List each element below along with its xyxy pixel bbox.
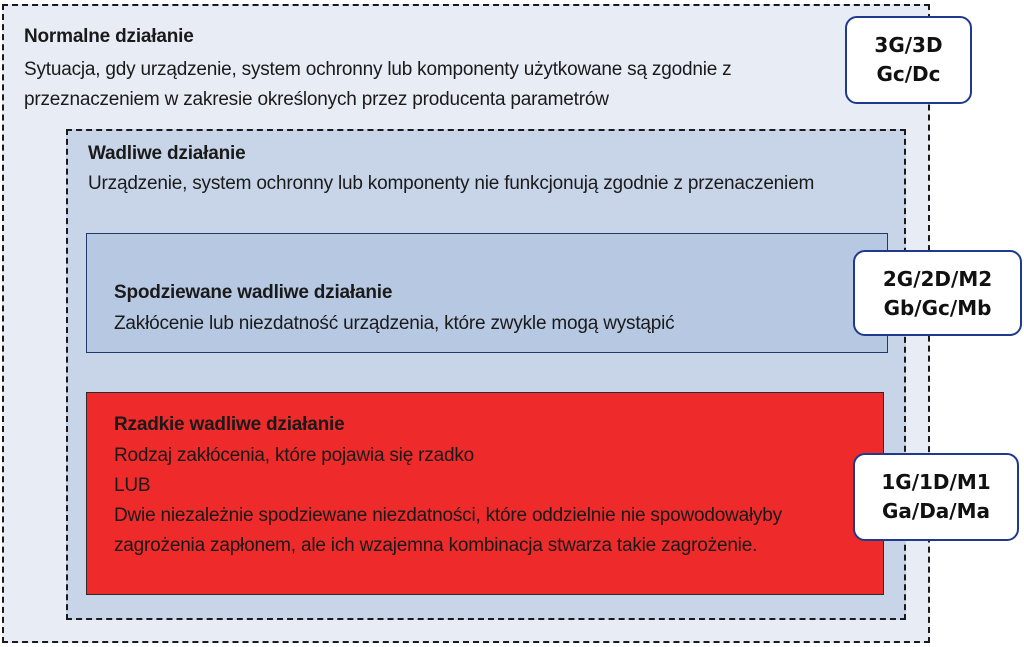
- rare-malfunction-desc-line-4: zagrożenia zapłonem, ale ich wzajemna kombinacja stwarza takie zagrożenie.: [114, 535, 758, 556]
- category-badge-normal-line-2: Gc/Dc: [876, 62, 941, 86]
- normal-operation-title: Normalne działanie: [24, 26, 194, 47]
- category-badge-expected: [853, 250, 1022, 336]
- expected-malfunction-box: [86, 233, 888, 353]
- malfunction-title: Wadliwe działanie: [88, 143, 246, 164]
- rare-malfunction-desc-line-2: LUB: [114, 475, 151, 496]
- category-badge-expected-line-1: 2G/2D/M2: [882, 267, 993, 291]
- category-badge-rare-line-1: 1G/1D/M1: [881, 470, 991, 494]
- category-badge-rare: [853, 453, 1019, 541]
- rare-malfunction-desc-line-1: Rodzaj zakłócenia, które pojawia się rzadko: [114, 445, 474, 466]
- normal-operation-desc-line-2: przeznaczeniem w zakresie określonych przez producenta parametrów: [24, 89, 609, 110]
- category-badge-rare-line-2: Ga/Da/Ma: [881, 499, 991, 523]
- malfunction-desc-line-1: Urządzenie, system ochronny lub komponenty nie funkcjonują zgodnie z przenaczeniem: [88, 173, 815, 194]
- expected-malfunction-desc-line-1: Zakłócenie lub niezdatność urządzenia, które zwykle mogą wystąpić: [114, 313, 675, 334]
- normal-operation-desc-line-1: Sytuacja, gdy urządzenie, system ochronny lub komponenty użytkowane są zgodnie z: [24, 59, 732, 80]
- category-badge-normal: [845, 16, 972, 104]
- rare-malfunction-title: Rzadkie wadliwe działanie: [114, 414, 345, 435]
- expected-malfunction-title: Spodziewane wadliwe działanie: [114, 282, 393, 303]
- category-badge-expected-line-2: Gb/Gc/Mb: [883, 296, 992, 320]
- category-badge-normal-line-1: 3G/3D: [874, 33, 943, 57]
- rare-malfunction-box: [86, 392, 884, 595]
- rare-malfunction-desc-line-3: Dwie niezależnie spodziewane niezdatności, które oddzielnie nie spowodowałyby: [114, 505, 782, 526]
